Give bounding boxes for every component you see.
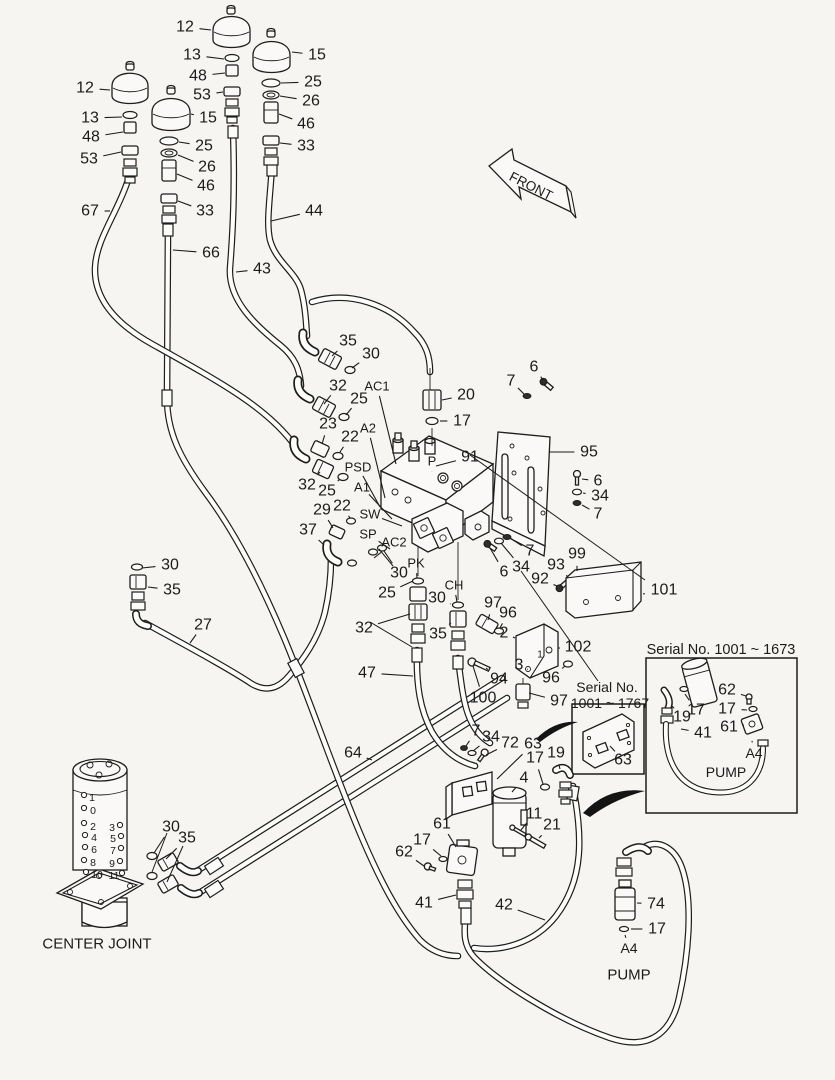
- port-number-label: 7: [110, 845, 116, 857]
- part-label: 93: [547, 556, 565, 574]
- part-label: 30: [362, 345, 380, 363]
- part-label: 61: [433, 815, 451, 833]
- part-label: 43: [253, 260, 271, 278]
- leader-line: [433, 849, 441, 856]
- leader-line: [582, 505, 589, 509]
- accumulator-15-top: [253, 29, 290, 73]
- leader-line: [538, 769, 543, 784]
- leader-line: [346, 408, 352, 415]
- leader-line: [328, 520, 333, 528]
- part-label: 101: [650, 581, 678, 599]
- part-label: 29: [313, 501, 331, 519]
- part-label: 7: [506, 372, 516, 390]
- leader-line: [322, 435, 325, 444]
- leader-line: [741, 694, 746, 696]
- leader-line: [370, 438, 385, 498]
- part-label: PUMP: [607, 966, 651, 984]
- port-number-label: 10: [91, 869, 103, 881]
- leader-line: [216, 92, 223, 93]
- fitting-stack-top2: [262, 79, 280, 165]
- ch-stack: [450, 602, 466, 650]
- part-label: P: [427, 453, 437, 469]
- pump-a4-fittings: [615, 847, 648, 931]
- elbow-a1-psd: [294, 440, 348, 481]
- component-layer: [57, 6, 797, 932]
- part-label: FRONT: [506, 168, 556, 204]
- part-label: 26: [302, 92, 320, 110]
- part-label: 100: [469, 689, 497, 707]
- leader-line: [281, 82, 298, 83]
- part-label: 13: [183, 46, 201, 64]
- part-label: 91: [461, 448, 479, 466]
- port-hole: [81, 805, 86, 810]
- leader-line: [206, 57, 224, 59]
- leader-line: [178, 155, 194, 161]
- part-label: 63: [614, 751, 632, 769]
- leader-line: [416, 860, 424, 866]
- part-label: A4: [620, 940, 638, 956]
- port-hole: [81, 792, 86, 797]
- part-label: 15: [199, 109, 217, 127]
- part-label: 62: [718, 681, 736, 699]
- inset-63: [572, 704, 644, 774]
- accumulator-15-left: [152, 86, 190, 131]
- part-label: 2: [499, 624, 509, 642]
- port-hole: [117, 822, 122, 827]
- part-label: 63: [524, 735, 542, 753]
- port-number-label: 3: [109, 822, 115, 834]
- leader-line: [103, 152, 121, 156]
- part-label: 34: [591, 487, 609, 505]
- swoosh-2: [583, 790, 645, 817]
- part-label: 92: [531, 570, 549, 588]
- part-label: 25: [318, 482, 336, 500]
- part-label: 72: [501, 734, 519, 752]
- part-label: 46: [297, 115, 315, 133]
- part-label: 97: [550, 692, 568, 710]
- port-hole: [119, 870, 124, 875]
- part-label: 47: [358, 664, 376, 682]
- part-label: 17: [453, 412, 471, 430]
- part-label: 35: [163, 581, 181, 599]
- part-label: Serial No. 1001 ~ 1673: [646, 642, 796, 658]
- leader-line: [352, 363, 359, 368]
- leader-line: [148, 587, 158, 588]
- part-label: 26: [198, 158, 216, 176]
- part-label: 17: [648, 920, 666, 938]
- part-label: 61: [720, 718, 738, 736]
- leader-line: [442, 398, 452, 400]
- leader-line: [279, 114, 292, 119]
- part-label: 62: [395, 843, 413, 861]
- part-label: AC1: [364, 378, 390, 394]
- part-label: 13: [81, 109, 99, 127]
- part-label: 25: [378, 584, 396, 602]
- part-label: 42: [495, 896, 513, 914]
- leader-line: [501, 543, 513, 558]
- part-label: 15: [308, 46, 326, 64]
- port-number-label: 9: [109, 858, 115, 870]
- part-label: 102: [564, 638, 592, 656]
- leader-line: [539, 835, 542, 838]
- part-label: 33: [297, 137, 315, 155]
- leader-line: [466, 741, 469, 746]
- leader-line: [378, 614, 410, 624]
- part-label: PSD: [344, 459, 372, 475]
- part-label: 30: [390, 564, 408, 582]
- leader-line: [105, 132, 123, 135]
- leader-line: [190, 635, 196, 643]
- port-number-label: 5: [110, 833, 116, 845]
- part-label: 66: [202, 244, 220, 262]
- port-hole: [81, 857, 86, 862]
- part-label: 95: [580, 443, 598, 461]
- part-label: 35: [178, 829, 196, 847]
- port-hole: [117, 858, 122, 863]
- elbow-37-sp: [327, 518, 387, 566]
- part-label: 17: [687, 701, 705, 719]
- part-label: 1001 ~ 1767: [570, 695, 650, 711]
- port-hole: [82, 832, 87, 837]
- part-label: 74: [647, 895, 665, 913]
- port-hole: [118, 845, 123, 850]
- leader-line: [142, 567, 155, 568]
- part-label: 22: [341, 428, 359, 446]
- part-label: 48: [82, 128, 100, 146]
- part-label: 17: [526, 749, 544, 767]
- part-label: 30: [162, 818, 180, 836]
- leader-line: [473, 746, 479, 751]
- leader-line: [513, 637, 515, 638]
- leader-line: [280, 96, 297, 99]
- part-label: Serial No.: [576, 679, 638, 695]
- leader-line: [191, 114, 194, 115]
- part-label: 30: [428, 589, 446, 607]
- part-label: 6: [529, 358, 539, 376]
- port-hole: [81, 820, 86, 825]
- part-label: 67: [81, 202, 99, 220]
- part-label: 53: [193, 86, 211, 104]
- part-label: 3: [514, 656, 524, 674]
- leader-line: [178, 201, 191, 206]
- part-label: 25: [195, 137, 213, 155]
- part-label: 64: [344, 744, 362, 762]
- port-number-label: 0: [90, 805, 96, 817]
- part-label: 4: [519, 769, 529, 787]
- part-label: 7: [471, 722, 481, 740]
- part-label: 94: [490, 670, 508, 688]
- part-label: 1: [537, 649, 543, 661]
- leader-line: [438, 895, 456, 899]
- port-number-label: 2: [90, 821, 96, 833]
- port-hole: [83, 869, 88, 874]
- leader-line: [179, 142, 190, 144]
- leader-line: [338, 479, 340, 481]
- leader-line: [280, 143, 291, 144]
- pk-stack: [409, 578, 427, 643]
- port-hole: [118, 833, 123, 838]
- part-label: 22: [333, 497, 351, 515]
- leader-line: [518, 910, 545, 920]
- leader-line: [236, 271, 247, 272]
- leader-line: [105, 117, 122, 118]
- accumulator-12-left: [112, 62, 148, 104]
- part-label: 20: [457, 386, 475, 404]
- part-label: A1: [354, 479, 370, 495]
- part-label: 34: [512, 558, 530, 576]
- part-label: 7: [525, 542, 535, 560]
- leader-line: [582, 479, 588, 480]
- callout-line: [370, 622, 412, 647]
- part-label: CH: [444, 577, 464, 593]
- part-label: 41: [415, 894, 433, 912]
- part-label: 17: [718, 700, 736, 718]
- part-label: PK: [407, 555, 425, 571]
- part-label: 35: [429, 625, 447, 643]
- fitting-stack-top: [224, 55, 240, 124]
- part-label: 21: [543, 816, 561, 834]
- leader-line: [292, 52, 303, 53]
- part-label: SW: [359, 506, 381, 522]
- part-label: 19: [673, 708, 691, 726]
- part-label: 53: [80, 150, 98, 168]
- leader-line: [200, 29, 211, 30]
- part-label: 97: [484, 594, 502, 612]
- part-label: 48: [189, 67, 207, 85]
- port-number-label: 11: [108, 870, 120, 882]
- leader-line: [213, 73, 225, 74]
- fitting-stack-left: [122, 112, 138, 184]
- part-label: 17: [413, 831, 431, 849]
- hose-27: [145, 558, 331, 688]
- leader-line: [154, 837, 165, 853]
- p-port-fitting: [423, 368, 441, 446]
- part-label: 37: [299, 521, 317, 539]
- leader-line: [529, 693, 545, 697]
- leader-line: [562, 666, 565, 668]
- part-label: 34: [482, 728, 500, 746]
- part-label: 41: [694, 724, 712, 742]
- leader-line: [340, 447, 343, 452]
- part-label: 12: [76, 79, 94, 97]
- part-label: 23: [319, 415, 337, 433]
- accumulator-12-top: [213, 6, 250, 48]
- part-label: 19: [547, 744, 565, 762]
- part-label: 96: [499, 604, 517, 622]
- part-label: 32: [329, 377, 347, 395]
- part-label: AC2: [381, 534, 407, 550]
- leader-line: [177, 174, 193, 180]
- part-label: 6: [499, 563, 509, 581]
- part-label: 25: [304, 73, 322, 91]
- part-label: 11: [525, 805, 543, 823]
- part-label: 96: [542, 669, 560, 687]
- leader-line: [100, 89, 110, 90]
- part-label: 32: [355, 619, 373, 637]
- fitting-stack-left2: [160, 137, 178, 223]
- part-label: A2: [360, 420, 376, 436]
- part-label: A4: [745, 745, 763, 761]
- leader-line: [473, 666, 479, 687]
- part-label: SP: [359, 526, 377, 542]
- leader-line: [681, 729, 689, 730]
- leader-line: [379, 396, 396, 464]
- part-label: 33: [196, 202, 214, 220]
- part-label: 6: [593, 472, 603, 490]
- part-label: 99: [568, 545, 586, 563]
- part-label: 25: [350, 390, 368, 408]
- part-label: 32: [298, 476, 316, 494]
- part-label: 30: [161, 556, 179, 574]
- part-label: 12: [176, 18, 194, 36]
- hose-43: [230, 128, 301, 386]
- part-label: 46: [197, 177, 215, 195]
- part-label: 44: [305, 202, 323, 220]
- port-number-label: 4: [91, 832, 97, 844]
- leader-line: [349, 516, 350, 518]
- part-label: PUMP: [705, 764, 747, 780]
- port-number-label: 6: [91, 844, 97, 856]
- part-label: 7: [593, 505, 603, 523]
- leader-line: [271, 214, 300, 221]
- leader-line: [173, 250, 196, 252]
- part-label: 35: [339, 332, 357, 350]
- part-label: CENTER JOINT: [42, 935, 152, 953]
- leader-line: [625, 935, 626, 938]
- left-mid-stack: [130, 564, 148, 626]
- leader-line: [554, 585, 557, 586]
- leader-line: [518, 388, 524, 394]
- leader-line: [382, 674, 413, 676]
- port-number-label: 8: [90, 857, 96, 869]
- callout-line: [379, 549, 393, 566]
- bracket-95: [492, 432, 550, 556]
- leader-line: [400, 581, 413, 587]
- leader-line: [382, 518, 402, 526]
- leader-line: [456, 595, 457, 602]
- part-label: 27: [194, 616, 212, 634]
- port-hole: [82, 844, 87, 849]
- port-number-label: 1: [89, 792, 95, 804]
